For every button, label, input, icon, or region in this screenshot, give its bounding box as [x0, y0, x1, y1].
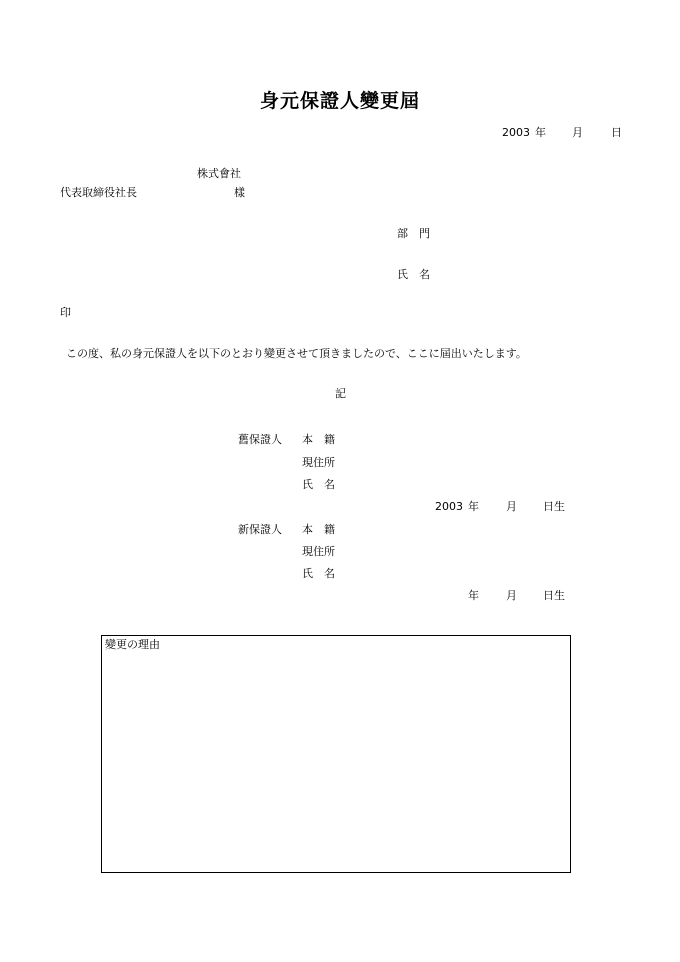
- old-name-label: 氏 名: [302, 478, 335, 491]
- date-month-unit: 月: [572, 126, 583, 139]
- old-birth-day-unit: 日生: [543, 500, 565, 513]
- seal-label: 印: [60, 306, 71, 319]
- old-guarantor-heading: 舊保證人: [238, 433, 282, 446]
- old-birth-year-unit: 年: [468, 500, 479, 513]
- old-domicile-label: 本 籍: [302, 433, 335, 446]
- sender-name-label: 氏 名: [397, 268, 430, 281]
- department-label: 部 門: [397, 227, 430, 240]
- addressee-company: 株式會社: [197, 167, 241, 180]
- old-address-label: 現住所: [302, 456, 335, 469]
- ki-marker: 記: [335, 387, 346, 400]
- body-text: この度、私の身元保證人を以下のとおり變更させて頂きましたので、ここに屆出いたします。: [66, 347, 527, 360]
- date-year: 2003: [502, 126, 530, 139]
- new-name-label: 氏 名: [302, 567, 335, 580]
- addressee-position: 代表取締役社長: [60, 186, 137, 199]
- new-guarantor-heading: 新保證人: [238, 523, 282, 536]
- new-birth-year-unit: 年: [468, 589, 479, 602]
- reason-label: 變更の理由: [105, 638, 160, 651]
- new-domicile-label: 本 籍: [302, 523, 335, 536]
- old-birth-month-unit: 月: [506, 500, 517, 513]
- addressee-honorific: 樣: [234, 186, 245, 199]
- new-birth-day-unit: 日生: [543, 589, 565, 602]
- date-year-unit: 年: [535, 126, 546, 139]
- date-day-unit: 日: [611, 126, 622, 139]
- document-title: 身元保證人變更屆: [259, 90, 420, 112]
- new-birth-month-unit: 月: [506, 589, 517, 602]
- old-birth-year: 2003: [435, 500, 463, 513]
- reason-box[interactable]: [101, 635, 571, 873]
- new-address-label: 現住所: [302, 545, 335, 558]
